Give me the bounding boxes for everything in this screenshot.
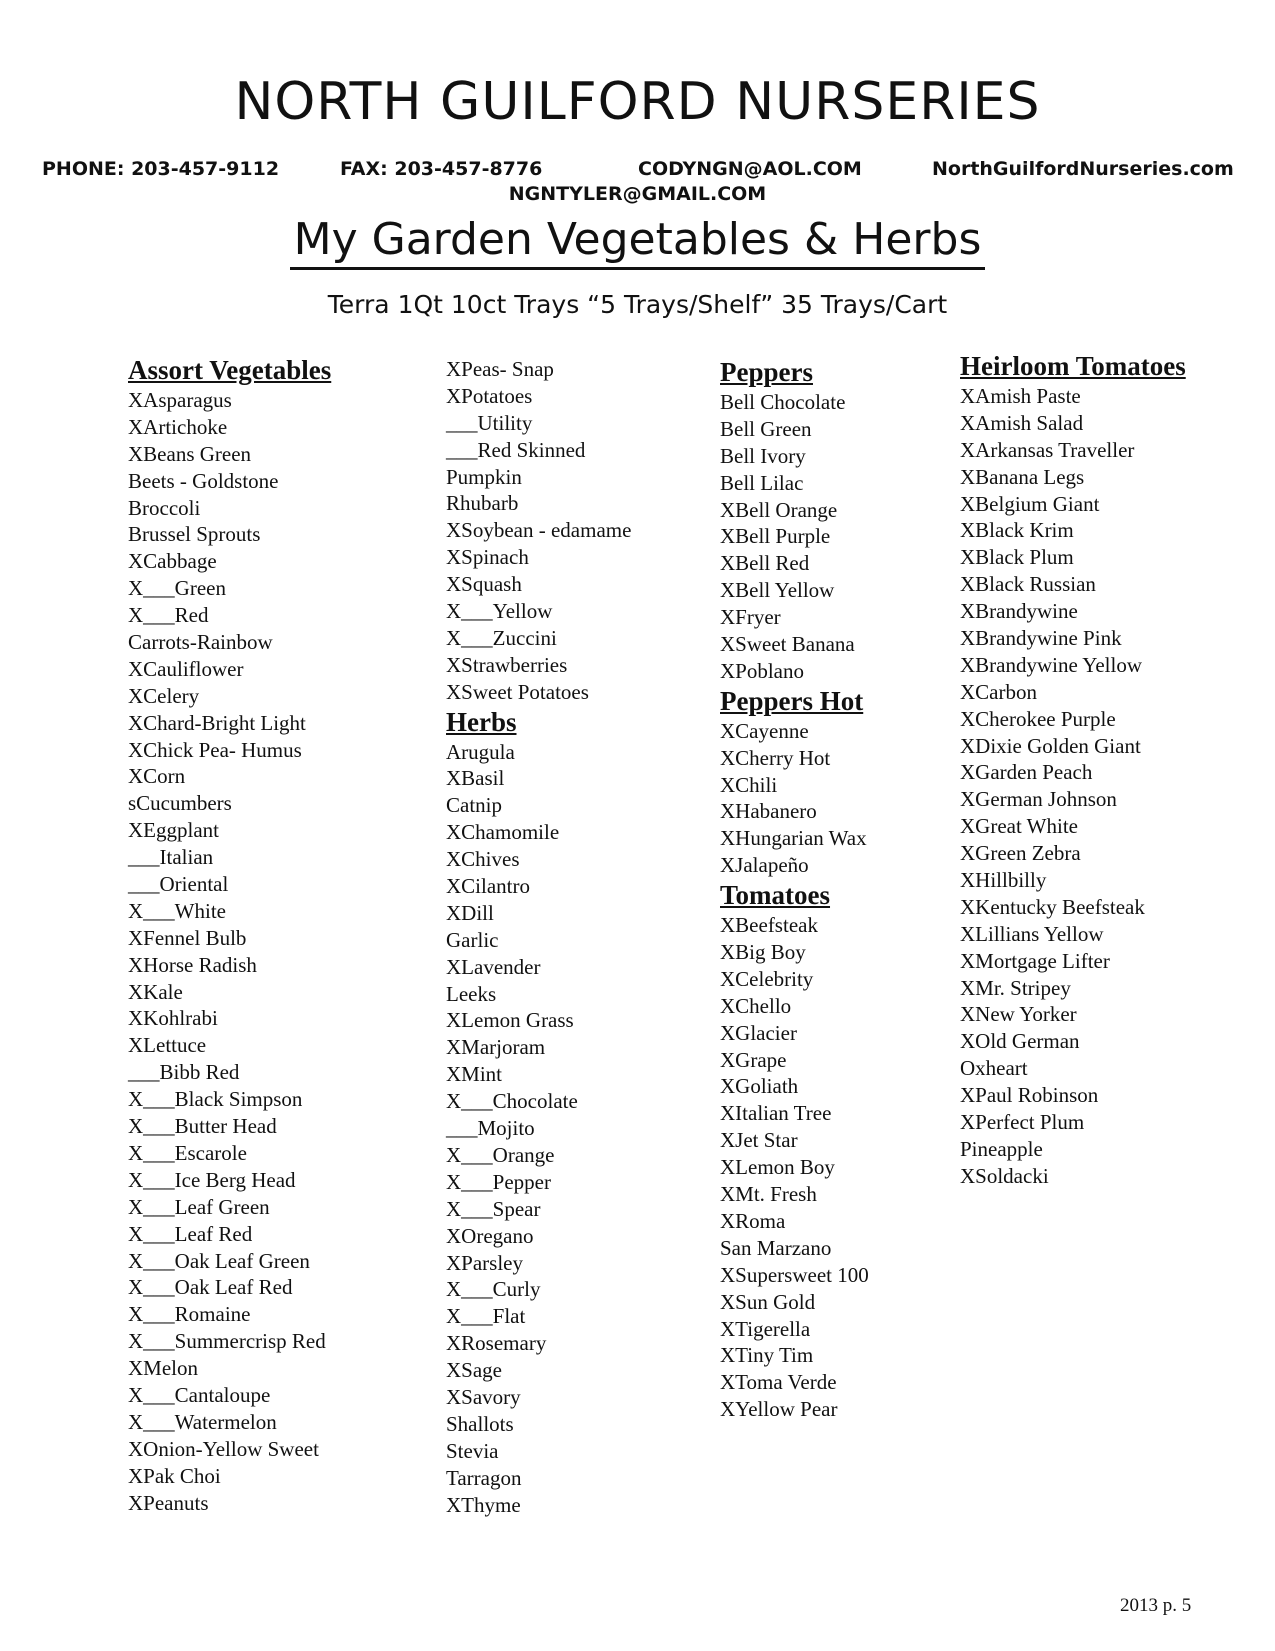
list-item: XJet Star bbox=[720, 1128, 798, 1153]
list-item: X___Curly bbox=[446, 1277, 541, 1302]
page-title bbox=[0, 214, 1275, 270]
list-item: XSweet Banana bbox=[720, 632, 855, 657]
list-item: Bell Chocolate bbox=[720, 390, 846, 414]
list-item: XPeanuts bbox=[128, 1490, 209, 1515]
list-item: XGrape bbox=[720, 1047, 787, 1072]
list-item: Bell Lilac bbox=[720, 470, 804, 495]
list-item: XCherokee Purple bbox=[960, 706, 1116, 731]
list-item: XRoma bbox=[720, 1208, 786, 1233]
list-item: ___Utility bbox=[446, 410, 533, 435]
list-item: X___Cantaloupe bbox=[128, 1382, 271, 1407]
list-item: XMr. Stripey bbox=[960, 975, 1071, 1000]
column-misc-and-herbs bbox=[446, 356, 631, 1518]
list-item: Pineapple bbox=[960, 1136, 1043, 1161]
list-item: X___Zuccini bbox=[446, 625, 557, 650]
list-item: XAmish Salad bbox=[960, 410, 1084, 435]
list-item: XPoblano bbox=[720, 658, 804, 683]
list-item: XOld German bbox=[960, 1029, 1080, 1054]
list-item: XBelgium Giant bbox=[960, 491, 1100, 516]
list-item: XAmish Paste bbox=[960, 384, 1081, 408]
list-item: XYellow Pear bbox=[720, 1397, 838, 1422]
list-item: XBrandywine Yellow bbox=[960, 652, 1142, 677]
list-item: XPaul Robinson bbox=[960, 1083, 1099, 1108]
list-item: Stevia bbox=[446, 1438, 499, 1463]
list-item: Rhubarb bbox=[446, 491, 519, 516]
email-primary: CODYNGN@AOL.COM bbox=[638, 158, 862, 180]
website: NorthGuilfordNurseries.com bbox=[932, 158, 1234, 180]
list-item: XBlack Krim bbox=[960, 518, 1074, 543]
list-item: XSweet Potatoes bbox=[446, 679, 589, 704]
list-item: X___Oak Leaf Green bbox=[128, 1248, 310, 1273]
list-item: XLemon Grass bbox=[446, 1008, 574, 1033]
list-item: XBrandywine Pink bbox=[960, 626, 1122, 651]
list-item: Bell Ivory bbox=[720, 443, 806, 468]
section-heading: Peppers bbox=[720, 357, 813, 387]
list-item: X___White bbox=[128, 898, 226, 923]
list-item: XSpinach bbox=[446, 545, 529, 570]
list-item: XSoybean - edamame bbox=[446, 518, 632, 543]
list-item: XBell Orange bbox=[720, 497, 838, 522]
list-item: XSoldacki bbox=[960, 1163, 1049, 1188]
list-item: XLavender bbox=[446, 954, 541, 979]
section-heading: Herbs bbox=[446, 706, 517, 737]
list-item: XLettuce bbox=[128, 1033, 207, 1058]
list-item: ___Mojito bbox=[446, 1116, 535, 1141]
list-item: XMint bbox=[446, 1062, 503, 1087]
list-item: XPotatoes bbox=[446, 383, 533, 408]
list-item: X___Oak Leaf Red bbox=[128, 1275, 293, 1300]
list-item: XBell Red bbox=[720, 551, 810, 576]
list-item: XHungarian Wax bbox=[720, 826, 867, 851]
list-item: XThyme bbox=[446, 1492, 521, 1517]
list-item: XGlacier bbox=[720, 1020, 797, 1045]
list-item: XBig Boy bbox=[720, 940, 806, 965]
list-item: XGerman Johnson bbox=[960, 787, 1117, 812]
list-item: XChick Pea- Humus bbox=[128, 737, 302, 762]
list-item: X___Spear bbox=[446, 1196, 541, 1221]
column-heirloom-tomatoes bbox=[960, 350, 1186, 1190]
list-item: XLemon Boy bbox=[720, 1155, 835, 1180]
list-item: XArtichoke bbox=[128, 414, 228, 439]
list-item: XCherry Hot bbox=[720, 745, 831, 770]
list-item: XCabbage bbox=[128, 549, 217, 574]
list-item: XChello bbox=[720, 993, 792, 1018]
email-secondary: NGNTYLER@GMAIL.COM bbox=[508, 183, 767, 205]
list-item: XItalian Tree bbox=[720, 1101, 832, 1126]
list-item: Pumpkin bbox=[446, 464, 522, 489]
page-footer: 2013 p. 5 bbox=[1120, 1595, 1192, 1616]
list-item: XTiny Tim bbox=[720, 1343, 814, 1368]
list-item: X___Flat bbox=[446, 1304, 526, 1329]
list-item: Bell Green bbox=[720, 416, 812, 441]
list-item: San Marzano bbox=[720, 1235, 832, 1260]
list-item: XBanana Legs bbox=[960, 464, 1085, 489]
list-item: XCauliflower bbox=[128, 656, 244, 681]
column-peppers-tomatoes bbox=[720, 356, 869, 1423]
page-subtitle: Terra 1Qt 10ct Trays “5 Trays/Shelf” 35 Trays/Cart bbox=[327, 290, 948, 319]
list-item: XSage bbox=[446, 1358, 502, 1383]
list-item: XKentucky Beefsteak bbox=[960, 894, 1145, 919]
list-item: XSun Gold bbox=[720, 1289, 816, 1314]
list-item: XChives bbox=[446, 847, 520, 872]
list-item: XPak Choi bbox=[128, 1463, 221, 1488]
column-assort-vegetables bbox=[128, 354, 331, 1516]
section-heading: Peppers Hot bbox=[720, 685, 864, 716]
list-item: XCarbon bbox=[960, 679, 1037, 704]
list-item: Oxheart bbox=[960, 1056, 1028, 1081]
section-heading: Heirloom Tomatoes bbox=[960, 351, 1186, 381]
list-item: XNew Yorker bbox=[960, 1002, 1077, 1027]
list-item: X___Orange bbox=[446, 1142, 555, 1167]
list-item: Garlic bbox=[446, 927, 499, 952]
list-item: XAsparagus bbox=[128, 388, 232, 412]
list-item: XGarden Peach bbox=[960, 760, 1093, 785]
list-item: XSquash bbox=[446, 572, 522, 597]
list-item: XFryer bbox=[720, 605, 781, 630]
list-item: X___Summercrisp Red bbox=[128, 1329, 326, 1354]
list-item: XMt. Fresh bbox=[720, 1182, 817, 1207]
list-item: XBell Purple bbox=[720, 524, 831, 549]
company-name: NORTH GUILFORD NURSERIES bbox=[234, 72, 1041, 132]
list-item: XMarjoram bbox=[446, 1035, 546, 1060]
list-item: XChili bbox=[720, 772, 778, 797]
list-item: XDixie Golden Giant bbox=[960, 733, 1141, 758]
list-item: XFennel Bulb bbox=[128, 925, 247, 950]
list-item: X___Leaf Red bbox=[128, 1221, 253, 1246]
section-heading: Tomatoes bbox=[720, 880, 831, 911]
list-item: X___Red bbox=[128, 603, 209, 628]
page-title-text: My Garden Vegetables & Herbs bbox=[290, 214, 986, 270]
list-item: XBlack Plum bbox=[960, 545, 1074, 570]
list-item: X___Romaine bbox=[128, 1302, 251, 1327]
list-item: Catnip bbox=[446, 793, 502, 818]
list-item: XCelery bbox=[128, 683, 200, 708]
list-item: X___Leaf Green bbox=[128, 1194, 270, 1219]
list-item: XBeefsteak bbox=[720, 913, 818, 938]
list-item: XCayenne bbox=[720, 718, 809, 743]
list-item: Arugula bbox=[446, 739, 515, 764]
list-item: ___Italian bbox=[128, 845, 214, 870]
list-item: XOregano bbox=[446, 1223, 534, 1248]
phone-number: PHONE: 203-457-9112 bbox=[42, 158, 280, 180]
list-item: ___Oriental bbox=[128, 872, 229, 897]
list-item: XHillbilly bbox=[960, 868, 1047, 893]
list-item: XCorn bbox=[128, 764, 186, 789]
list-item: X___Green bbox=[128, 576, 226, 601]
list-item: ___Red Skinned bbox=[446, 437, 586, 462]
list-item: XParsley bbox=[446, 1250, 523, 1275]
list-item: XHorse Radish bbox=[128, 952, 257, 977]
list-item: XSupersweet 100 bbox=[720, 1262, 869, 1287]
list-item: XToma Verde bbox=[720, 1370, 837, 1395]
list-item: XRosemary bbox=[446, 1331, 547, 1356]
list-item: Leeks bbox=[446, 981, 497, 1006]
list-item: XCelebrity bbox=[720, 966, 814, 991]
list-item: Broccoli bbox=[128, 495, 201, 520]
list-item: X___Butter Head bbox=[128, 1114, 277, 1139]
list-item: X___Pepper bbox=[446, 1169, 551, 1194]
list-item: XMortgage Lifter bbox=[960, 948, 1110, 973]
list-item: X___Chocolate bbox=[446, 1089, 578, 1114]
list-item: XSavory bbox=[446, 1384, 521, 1409]
list-item: XGreat White bbox=[960, 814, 1078, 839]
list-item: XMelon bbox=[128, 1356, 198, 1381]
list-item: XPerfect Plum bbox=[960, 1110, 1085, 1135]
section-heading: Assort Vegetables bbox=[128, 355, 332, 385]
list-item: X___Black Simpson bbox=[128, 1087, 303, 1112]
list-item: XKale bbox=[128, 979, 183, 1004]
list-item: XBlack Russian bbox=[960, 572, 1096, 597]
list-item: XArkansas Traveller bbox=[960, 437, 1135, 462]
list-item: Shallots bbox=[446, 1411, 514, 1436]
list-item: XStrawberries bbox=[446, 652, 568, 677]
list-item: Tarragon bbox=[446, 1465, 522, 1490]
list-item: Beets - Goldstone bbox=[128, 468, 279, 493]
list-item: XHabanero bbox=[720, 799, 817, 824]
list-item: Brussel Sprouts bbox=[128, 522, 261, 547]
list-item: XTigerella bbox=[720, 1316, 811, 1341]
list-item: XPeas- Snap bbox=[446, 357, 554, 381]
list-item: XGoliath bbox=[720, 1074, 799, 1099]
list-item: XKohlrabi bbox=[128, 1006, 218, 1031]
list-item: XJalapeño bbox=[720, 853, 809, 878]
list-item: X___Ice Berg Head bbox=[128, 1167, 296, 1192]
list-item: XChard-Bright Light bbox=[128, 710, 306, 735]
list-item: XEggplant bbox=[128, 818, 219, 843]
list-item: Carrots-Rainbow bbox=[128, 630, 273, 655]
list-item: X___Watermelon bbox=[128, 1409, 277, 1434]
list-item: X___Escarole bbox=[128, 1140, 247, 1165]
list-item: XGreen Zebra bbox=[960, 841, 1081, 866]
list-item: sCucumbers bbox=[128, 791, 232, 816]
fax-number: FAX: 203-457-8776 bbox=[340, 158, 543, 180]
list-item: XBrandywine bbox=[960, 599, 1078, 624]
list-item: XCilantro bbox=[446, 874, 530, 899]
list-item: XChamomile bbox=[446, 820, 560, 845]
list-item: XLillians Yellow bbox=[960, 921, 1104, 946]
list-item: XBasil bbox=[446, 766, 505, 791]
list-item: XBeans Green bbox=[128, 441, 252, 466]
list-item: ___Bibb Red bbox=[128, 1060, 240, 1085]
list-item: X___Yellow bbox=[446, 599, 553, 624]
list-item: XOnion-Yellow Sweet bbox=[128, 1436, 319, 1461]
list-item: XDill bbox=[446, 900, 494, 925]
list-item: XBell Yellow bbox=[720, 578, 835, 603]
